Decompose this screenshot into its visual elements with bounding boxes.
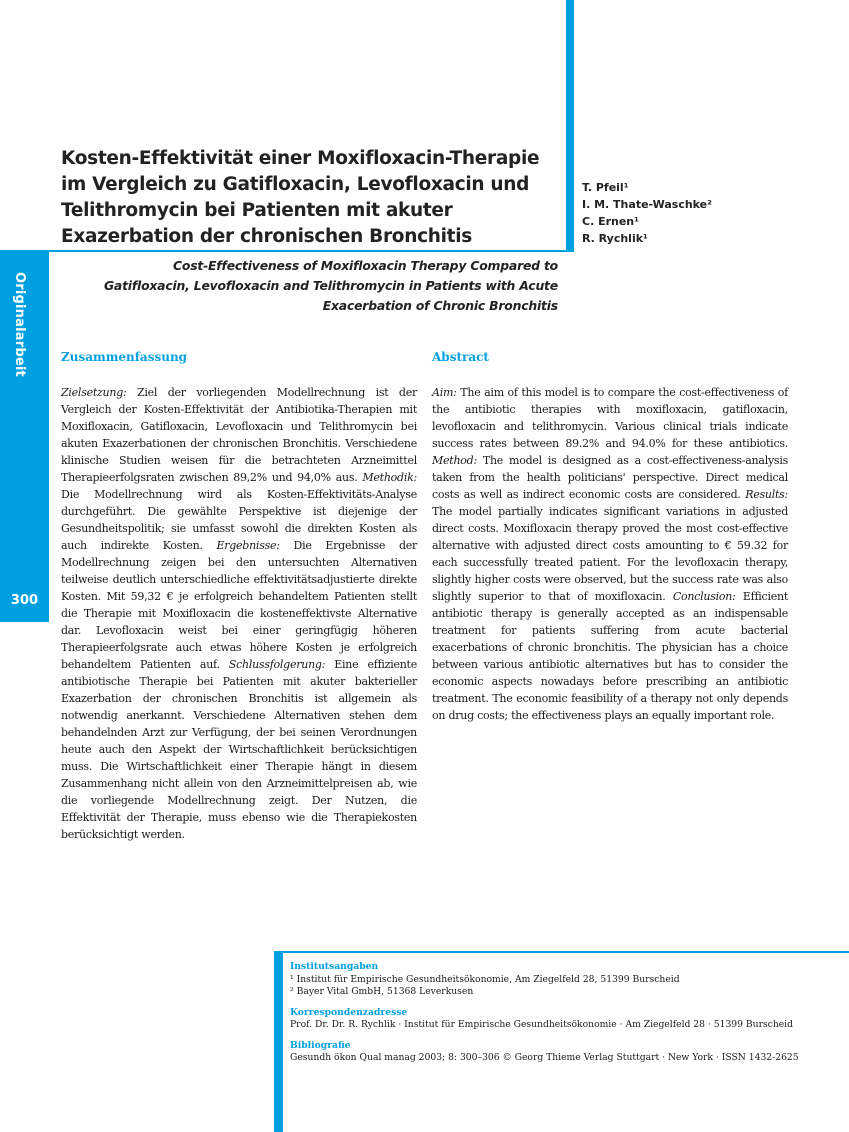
para-label: Schlussfolgerung: — [228, 658, 326, 671]
para-label: Aim: — [432, 386, 457, 399]
author: R. Rychlik¹ — [582, 232, 648, 245]
article-info-box — [290, 961, 840, 1065]
info-accent-rule — [283, 951, 849, 953]
zusammenfassung-heading: Zusammenfassung — [61, 350, 188, 364]
institut-line: ¹ Institut für Empirische Gesundheitsökonomie, Am Ziegelfeld 28, 51399 Burscheid — [290, 973, 680, 985]
para-label: Zielsetzung: — [61, 386, 127, 399]
bibliografie-heading: Bibliografie — [290, 1039, 351, 1051]
para-text: The model is designed as a cost-effectiveness-analysis taken from the health politicians' perspective. Direct medical costs as well as indirect economic costs are considered. — [432, 454, 788, 501]
para-text: Eine effiziente antibiotische Therapie bei Patienten mit akuter bakterieller Exazerbation der chronischen Bronchitis ist allgemein als notwendig anerkannt. Verschiedene Alternativen stehen dem behandelnden Arzt zur Verfügung, der bei seinen Verordnungen heute auch den Aspekt der Wirtschaftlichkeit berücksichtigen muss. Die Wirtschaftlichkeit einer Therapie hängt in diesem Zusammenhang nicht allein von den Arzneimittelpreisen ab, wie die vorliegende Modellrechnung zeigt. Der Nutzen, die Effektivität der Therapie, muss ebenso wie die Therapiekosten berücksichtigt werden. — [61, 658, 417, 841]
para-text: Die Modellrechnung wird als Kosten-Effektivitäts-Analyse durchgeführt. Die gewählte Perspektive ist diejenige der Gesundheitspolitik; sie umfasst sowohl die direkten Kosten als auch indirekte Kosten. — [61, 488, 417, 552]
accent-bar-vertical — [566, 0, 574, 251]
bibliografie-text: Gesundh ökon Qual manag 2003; 8: 300–306 © Georg Thieme Verlag Stuttgart · New York · ISSN 1432-2625 — [290, 1052, 799, 1063]
para-text: Die Ergebnisse der Modellrechnung zeigen bei den untersuchten Alternativen teilweise deutlich unterschiedliche effektivitätsadjustierte direkte Kosten. Mit 59,32 € je erfolgreich behandeltem Patienten stellt die Therapie mit Moxifloxacin die kosteneffektivste Alternative dar. Levofloxacin weist bei einer geringfügig höheren Therapieerfolgsrate auch etwas höhere Kosten je erfolgreich behandeltem Patienten auf. — [61, 539, 418, 671]
para-label: Results: — [745, 488, 788, 501]
para-text: The aim of this model is to compare the cost-effectiveness of the antibiotic therapies with moxifloxacin, gatifloxacin, levofloxacin and telithromycin. Various clinical trials indicate success rates between 89.2% and 94.0% for these antibiotics. — [432, 386, 788, 450]
para-label: Conclusion: — [672, 590, 736, 603]
para-text: The model partially indicates significant variations in adjusted direct costs. Moxifloxacin therapy proved the most cost-effective alternative with adjusted direct costs amounting to € 59.32 for each successfully treated patient. For the levofloxacin therapy, slightly higher costs were observed, but the success rate was also slightly superior to that of moxifloxacin. — [432, 505, 788, 603]
zusammenfassung-text — [61, 384, 417, 843]
author: T. Pfeil¹ — [582, 181, 629, 194]
english-title: Cost-Effectiveness of Moxifloxacin Therapy Compared to Gatifloxacin, Levofloxacin and Telithromycin in Patients with Acute Exacerbation of Chronic Bronchitis — [103, 258, 558, 313]
abstract-text — [432, 384, 788, 724]
page-number: 300 — [10, 593, 39, 608]
section-type-label: Originalarbeit — [12, 272, 27, 377]
institut-line: ² Bayer Vital GmbH, 51368 Leverkusen — [290, 986, 474, 997]
para-text: Ziel der vorliegenden Modellrechnung ist der Vergleich der Kosten-Effektivität der Antibiotika-Therapien mit Moxifloxacin, Gatifloxacin, Levofloxacin und Telithromycin bei akuten Exazerbationen der chronischen Bronchitis. Verschiedene klinische Studien weisen für die betrachteten Arzneimittel Therapieerfolgsraten zwischen 89,2% und 94,0% aus. — [61, 386, 417, 484]
author-list — [582, 179, 712, 247]
para-label: Ergebnisse: — [216, 539, 280, 552]
para-text: Efficient antibiotic therapy is generally accepted as an indispensable treatment for patients suffering from acute bacterial exacerbations of chronic bronchitis. The physician has a choice between various antibiotic alternatives but has to consider the economic aspects nowadays before prescribing an antibiotic treatment. The economic feasibility of a therapy not only depends on drug costs; the effectiveness plays an equally important role. — [432, 590, 788, 722]
para-label: Methodik: — [362, 471, 417, 484]
institut-heading: Institutsangaben — [290, 961, 379, 972]
author: C. Ernen¹ — [582, 215, 639, 228]
para-label: Method: — [432, 454, 477, 467]
abstract-heading: Abstract — [432, 350, 489, 364]
korrespondenz-address: Prof. Dr. Dr. R. Rychlik · Institut für Empirische Gesundheitsökonomie · Am Ziegelfeld 28 · 51399 Burscheid — [290, 1019, 794, 1030]
author: I. M. Thate-Waschke² — [582, 198, 712, 211]
info-accent-bar — [274, 951, 283, 1132]
accent-rule-horizontal — [0, 250, 574, 252]
korrespondenz-heading: Korrespondenzadresse — [290, 1006, 408, 1018]
article-title: Kosten-Effektivität einer Moxifloxacin-Therapie im Vergleich zu Gatifloxacin, Levofloxacin und Telithromycin bei Patienten mit akuter Exazerbation der chronischen Bronchitis — [61, 148, 540, 247]
